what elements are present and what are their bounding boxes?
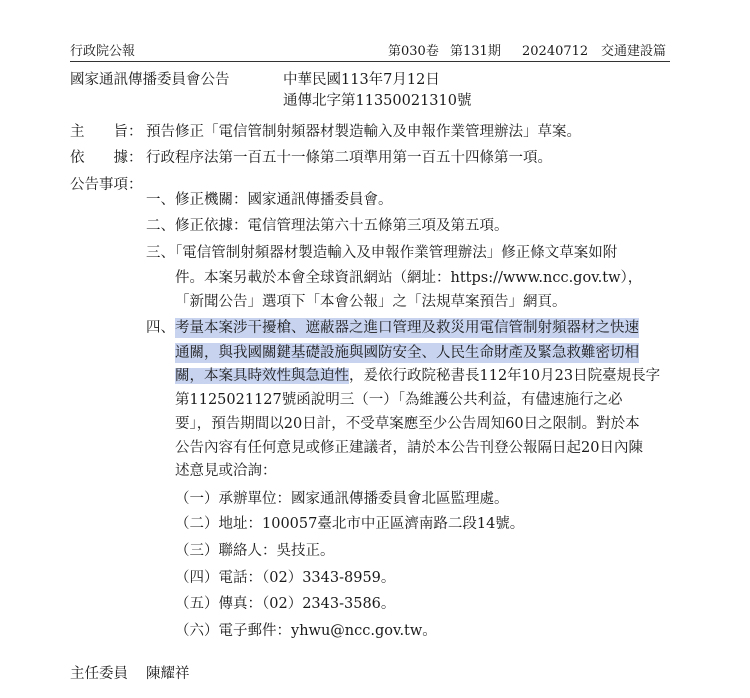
item-4-number: 四、 (146, 320, 175, 336)
item-3-line-3: 「新聞公告」選項下「本會公報」之「法規草案預告」網頁。 (175, 294, 567, 310)
item-4-line-7: 述意見或洽詢： (175, 463, 277, 479)
contact-phone: （四）電話：（02）3343-8959。 (175, 570, 396, 586)
category: 交通建設篇 (601, 44, 667, 59)
basis-label: 依 據： (70, 150, 143, 166)
notice-issuer: 國家通訊傳播委員會公告 (70, 72, 230, 88)
item-4-line-1: 考量本案涉干擾槍、遮蔽器之進口管理及救災用電信管制射頻器材之快速 (175, 320, 639, 336)
notice-date: 中華民國113年7月12日 (283, 72, 440, 88)
item-4-line-3-rest: ，爰依行政院秘書長112年10月23日院臺規長字 (349, 368, 661, 384)
contact-fax: （五）傳真：（02）2343-3586。 (175, 596, 396, 612)
item-4-line-3 (175, 366, 660, 386)
item-1: 一、修正機關：國家通訊傳播委員會。 (146, 192, 393, 208)
publisher: 行政院公報 (70, 44, 136, 59)
contact-address: （二）地址：100057臺北市中正區濟南路二段14號。 (175, 516, 525, 532)
volume: 第030卷 (388, 44, 439, 59)
item-3-line-2: 件。本案另載於本會全球資訊網站（網址：https://www.ncc.gov.tw）， (175, 270, 643, 286)
purpose-label: 主 旨： (70, 124, 143, 140)
issue-date: 20240712 (522, 44, 589, 59)
contact-person: （三）聯絡人：吳技正。 (175, 543, 335, 559)
notice-doc-no: 通傳北字第11350021310號 (283, 93, 472, 109)
purpose-text: 預告修正「電信管制射頻器材製造輸入及申報作業管理辦法」草案。 (146, 124, 581, 140)
contact-unit: （一）承辦單位：國家通訊傳播委員會北區監理處。 (175, 491, 509, 507)
item-3-line-1: 三、「電信管制射頻器材製造輸入及申報作業管理辦法」修正條文草案如附 (146, 245, 618, 261)
announcement-label: 公告事項： (70, 177, 143, 193)
signature-title: 主任委員 (70, 666, 128, 682)
item-4-line-6: 公告內容有任何意見或修正建議者，請於本公告刊登公報隔日起20日內陳 (175, 440, 643, 456)
contact-email: （六）電子郵件：yhwu@ncc.gov.tw。 (175, 623, 437, 639)
item-4-line-2: 通關，與我國關鍵基礎設施與國防安全、人民生命財產及緊急救難密切相 (175, 345, 639, 361)
issue: 第131期 (450, 44, 501, 59)
header-rule (70, 61, 670, 62)
basis-text: 行政程序法第一百五十一條第二項準用第一百五十四條第一項。 (146, 150, 552, 166)
item-4-line-4: 第1125021127號函說明三（一）「為維護公共利益，有儘速施行之必 (175, 392, 623, 408)
item-2: 二、修正依據：電信管理法第六十五條第三項及第五項。 (146, 218, 509, 234)
item-4-line-3-highlight: 關，本案具時效性與急迫性 (175, 368, 349, 384)
signature-name: 陳耀祥 (146, 666, 190, 682)
item-4-line-5: 要」，預告期間以20日計，不受草案應至少公告周知60日之限制。對於本 (175, 416, 640, 432)
